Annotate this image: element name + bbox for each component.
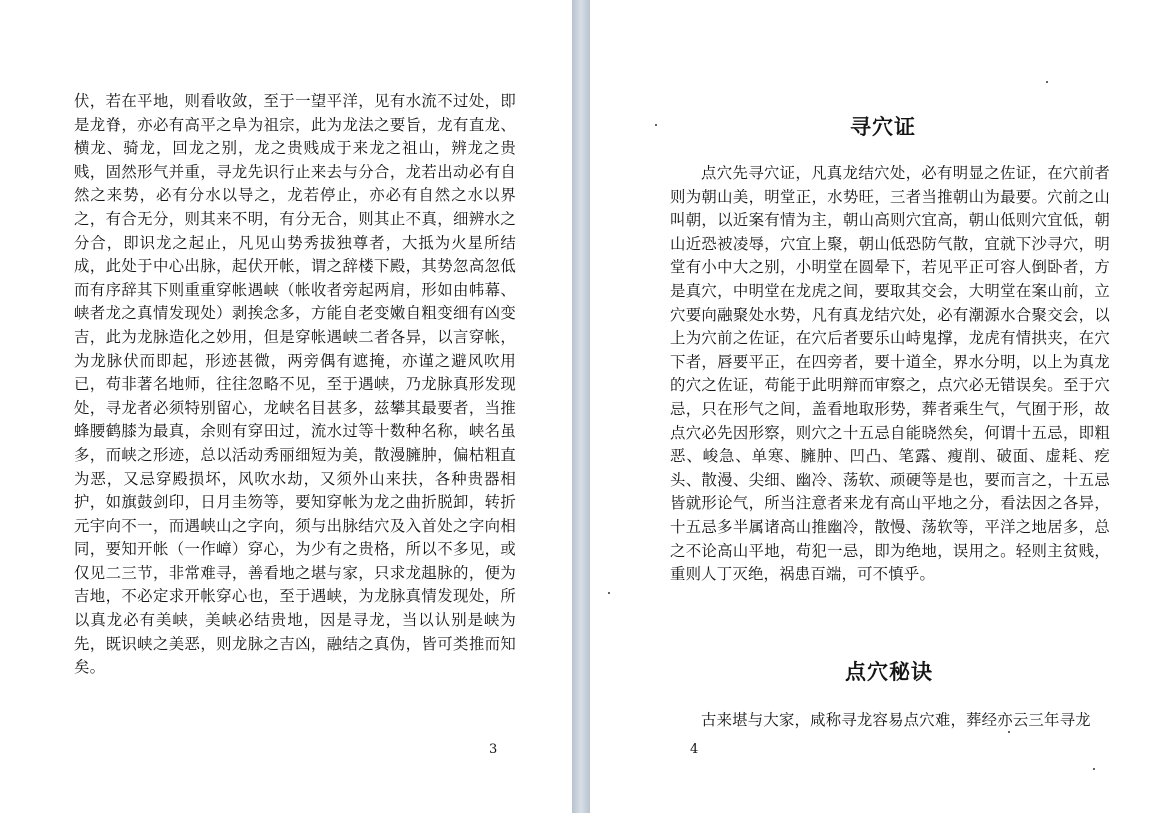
section-title-xunxuezheng: 寻穴证 xyxy=(850,115,916,139)
left-page-number: 3 xyxy=(489,742,498,757)
section-body-dianxue-mijue: 古来堪与大家，咸称寻龙容易点穴难，葬经亦云三年寻龙 xyxy=(701,711,1091,729)
section-body-xunxuezheng: 点穴先寻穴证，凡真龙结穴处，必有明显之佐证，在穴前者则为朝山美，明堂正，水势旺，三者当推朝山为最要。穴前之山叫朝，以近案有情为主，朝山高则穴宜高，朝山低则穴宜低，朝山近恐被凌辱，穴宜上聚，朝山低恐防气散，宜就下沙寻穴，明堂有小中大之别，小明堂在圆晕下，若见平正可容人倒卧者，方是真穴，中明堂在龙虎之间，要取其交会，大明堂在案山前，立穴要向融聚处水势，凡有真龙结穴处，必有潮源水合聚交会，以上为穴前之佐证，在穴后者要乐山峙鬼撑，龙虎有情拱夹，在穴下者，唇要平正，在四旁者，要十道全，界水分明，以上为真龙的穴之佐证，苟能于此明辩而审察之，点穴必无错误矣。至于穴忌，只在形气之间，盖看地取形势，葬者乘生气，气囿于形，故点穴必先因形察，则穴之十五忌自能晓然矣，何谓十五忌，即粗恶、峻急、单寒、臃肿、凹凸、笔露、瘦削、破面、虚耗、疙头、散漫、尖细、幽冷、荡软、顽硬等是也，要而言之，十五忌皆就形论气，所当注意者来龙有高山平地之分，看法因之各异，十五忌多半属诸高山推幽冷，散慢、荡软等，平洋之地居多，总之不论高山平地，苟犯一忌，即为绝地，误用之。轻则主贫贱，重则人丁灭绝，祸患百端，可不慎乎。 xyxy=(670,164,1110,584)
scan-speck xyxy=(655,124,657,126)
scan-speck xyxy=(1008,731,1010,733)
section-title-dianxue-mijue: 点穴秘诀 xyxy=(845,660,933,684)
scan-speck xyxy=(1046,81,1048,83)
right-page-number: 4 xyxy=(690,742,699,757)
scan-speck xyxy=(1093,768,1095,770)
left-page-body-text: 伏，若在平地，则看收敛，至于一望平洋，见有水流不过处，即是龙脊，亦必有高平之阜为祖宗，此为龙法之要旨，龙有直龙、横龙、骑龙，回龙之别，龙之贵贱成于来龙之祖山，辨龙之贵贱，固然形气并重，寻龙先识行止来去与分合，龙若出动必有自然之来势，必有分水以导之，龙若停止，亦必有自然之水以界之，有合无分，则其来不明，有分无合，则其止不真，细辨水之分合，即识龙之起止，凡见山势秀拔独尊者，大抵为火星所结成，此处于中心出脉，起伏开帐，谓之辞楼下殿，其势忽高忽低而有序辞其下则重重穿帐遇峡（帐收者旁起两肩，形如由帏幕、峡者龙之真情发现处）剥挨念多，方能自老变嫩自粗变细有凶变吉，此为龙脉造化之妙用，但是穿帐遇峡二者各异，以言穿帐，为龙脉伏而即起，形迹甚微，两旁偶有遮掩，亦谨之避风吹用已，苟非著名地师，往往忽略不见，至于遇峡，乃龙脉真形发现处，寻龙者必须特别留心，龙峡名目甚多，兹攀其最要者，当推蜂腰鹤膝为最真，余则有穿田过，流水过等十数种名称，峡名虽多，而峡之形迹，总以活动秀丽细短为美，散漫臃肿，偏枯粗直为恶，又忌穿殿损坏，风吹水劫，又须外山来扶，各种贵器相护，如旗鼓剑印，日月圭笏等，要知穿帐为龙之曲折脱卸，转折元宇向不一，而遇峡山之字向，须与出脉结穴及入首处之字向相同，要知开帐（一作嶂）穿心，为少有之贵格，所以不多见，或仅见二三节，非常难寻，善看地之堪与家，只求龙趄脉的，便为吉地，不必定求开帐穿心也，至于遇峡，为龙脉真情发现处，所以真龙必有美峡，美峡必结贵地，因是寻龙，当以认别是峡为先，既识峡之美恶，则龙脉之吉凶，融结之真伪，皆可类推而知矣。 xyxy=(74,92,516,677)
page-gutter xyxy=(572,0,590,813)
scan-speck xyxy=(608,592,610,594)
